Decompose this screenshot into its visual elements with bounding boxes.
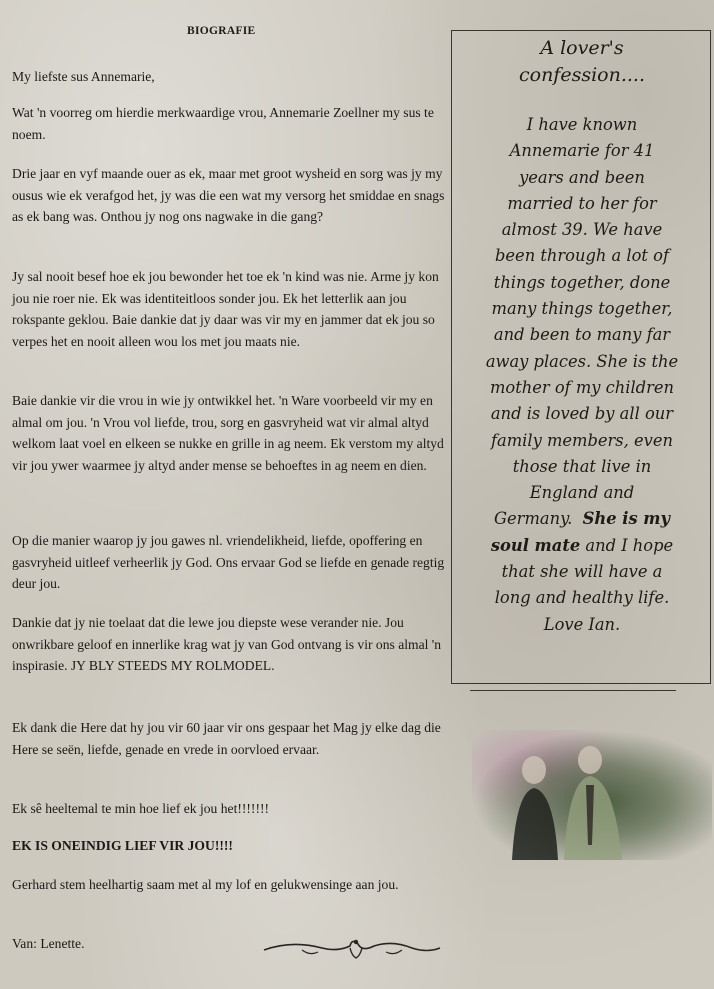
confession-line: and been to many far bbox=[493, 325, 671, 345]
confession-emphasis: soul mate bbox=[490, 535, 581, 555]
confession-line-part: and I hope bbox=[585, 535, 674, 555]
confession-line: and is loved by all our bbox=[490, 404, 674, 424]
confession-title-line-2: confession.... bbox=[518, 64, 645, 86]
confession-line: things together, done bbox=[493, 272, 671, 292]
paragraph-10: Gerhard stem heelhartig saam met al my lof en gelukwensinge aan jou. bbox=[12, 877, 399, 892]
paragraph-8: Ek sê heeltemal te min hoe lief ek jou het!!!!!!! bbox=[12, 801, 270, 816]
confession-title-line-1: A lover's bbox=[540, 37, 624, 59]
confession-line: family members, even bbox=[491, 430, 673, 450]
confession-box bbox=[451, 30, 711, 684]
confession-line: years and been bbox=[519, 167, 645, 187]
confession-line bbox=[452, 506, 712, 532]
confession-line: Annemarie for 41 bbox=[509, 141, 655, 161]
salutation: My liefste sus Annemarie, bbox=[12, 69, 155, 84]
confession-line: many things together, bbox=[491, 299, 673, 319]
confession-text bbox=[452, 112, 712, 638]
confession-line: I have known bbox=[526, 115, 638, 134]
paragraph-5: Op die manier waarop jy jou gawes nl. vriendelikheid, liefde, opoffering en gasvryheid uitleef verheerlik jy God. Ons ervaar God se liefde en genade regtig deur jou. bbox=[12, 533, 445, 592]
confession-line: long and healthy life. bbox=[494, 588, 670, 608]
paragraph-2: Drie jaar en vyf maande ouer as ek, maar met groot wysheid en sorg was jy my ousus wie ek verafgod het, jy was die een wat my versorg het smiddae en snags as ek bang was. Onthou jy nog ons nagwake in die gang? bbox=[12, 166, 445, 225]
couple-silhouette-icon bbox=[472, 730, 712, 860]
confession-emphasis: She is my bbox=[582, 509, 670, 529]
confession-line: England and bbox=[529, 483, 635, 503]
confession-title bbox=[452, 35, 712, 89]
confession-line: that she will have a bbox=[501, 562, 663, 582]
confession-line: mother of my children bbox=[489, 377, 675, 397]
biography-title: BIOGRAFIE bbox=[187, 25, 256, 37]
confession-line: Love Ian. bbox=[543, 614, 621, 634]
paragraph-4: Baie dankie vir die vrou in wie jy ontwikkel het. 'n Ware voorbeeld vir my en almal om jou. 'n Vrou vol liefde, trou, sorg en gasvryheid wat vir almal altyd welkom laat voel en elkeen se nukke en grille in ag neem. Ek verstom my altyd vir jou ywer waarmee jy altyd ander mense se behoeftes in ag neem en dien. bbox=[12, 393, 444, 473]
paragraph-1: Wat 'n voorreg om hierdie merkwaardige vrou, Annemarie Zoellner my sus te noem. bbox=[12, 105, 434, 142]
confession-line: married to her for bbox=[507, 193, 657, 213]
paragraph-6: Dankie dat jy nie toelaat dat die lewe jou diepste wese verander nie. Jou onwrikbare geloof en innerlike krag wat jy van God ontvang is vir ons almal 'n inspirasie. JY BLY STEEDS MY ROLMODEL. bbox=[12, 615, 442, 674]
paragraph-7: Ek dank die Here dat hy jou vir 60 jaar vir ons gespaar het Mag jy elke dag die Here se seën, liefde, genade en vrede in oorvloed ervaar. bbox=[12, 720, 441, 757]
paragraph-3: Jy sal nooit besef hoe ek jou bewonder het toe ek 'n kind was nie. Arme jy kon jou nie roer nie. Ek was identiteitloos sonder jou. Ek het letterlik aan jou rokspante geklou. Baie dankie dat jy daar was vir my en jammer dat ek jou so verpes het en nooit alleen wou los met jou maats nie. bbox=[12, 269, 439, 349]
paragraph-9: EK IS ONEINDIG LIEF VIR JOU!!!! bbox=[12, 838, 233, 853]
confession-line: almost 39. We have bbox=[501, 220, 663, 240]
confession-line bbox=[452, 533, 712, 559]
signature: Van: Lenette. bbox=[12, 936, 85, 951]
couple-photo bbox=[472, 730, 712, 860]
confession-line: away places. She is the bbox=[485, 351, 679, 371]
confession-line-part: Germany. bbox=[494, 509, 573, 529]
scroll-ornament-icon bbox=[262, 934, 442, 960]
signature-rule bbox=[470, 690, 676, 691]
confession-line: been through a lot of bbox=[495, 246, 669, 266]
confession-line: those that live in bbox=[512, 456, 652, 476]
